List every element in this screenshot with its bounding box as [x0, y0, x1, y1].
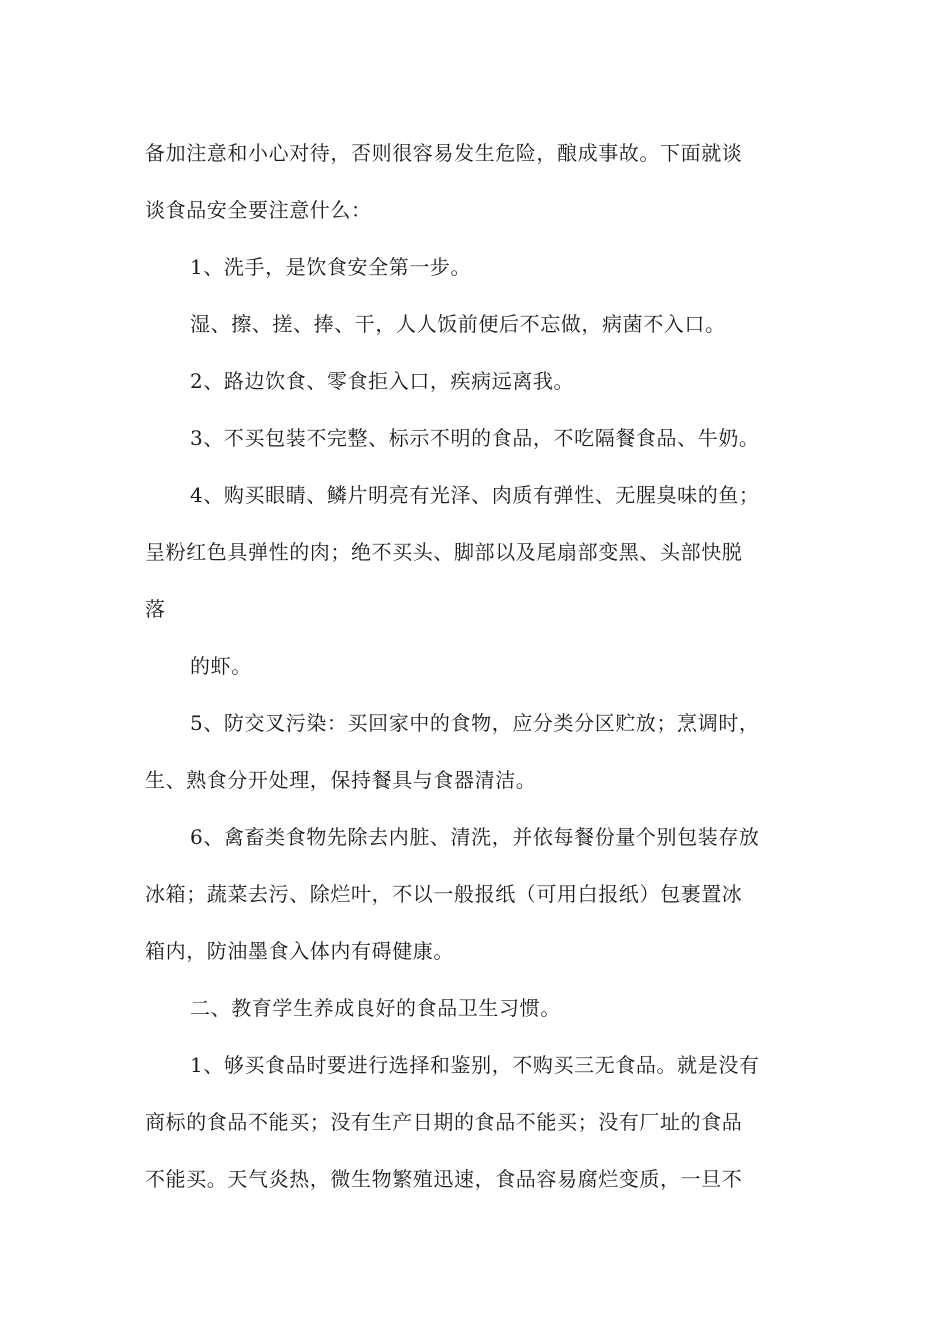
section-heading: 二、教育学生养成良好的食品卫生习惯。: [190, 996, 561, 1020]
text-line: 备加注意和小心对待，否则很容易发生危险，酿成事故。下面就谈: [145, 141, 743, 165]
text-line: 呈粉红色具弹性的肉；绝不买头、脚部以及尾扇部变黑、头部快脱: [145, 540, 743, 564]
text-line: 落: [145, 597, 166, 621]
list-item: 3、不买包装不完整、标示不明的食品，不吃隔餐食品、牛奶。: [190, 426, 760, 450]
list-item: 6、禽畜类食物先除去内脏、清洗，并依每餐份量个别包装存放: [190, 825, 760, 849]
text-line: 商标的食品不能买；没有生产日期的食品不能买；没有厂址的食品: [145, 1110, 743, 1134]
text-line: 不能买。天气炎热，微生物繁殖迅速，食品容易腐烂变质，一旦不: [145, 1167, 743, 1191]
text-line: 箱内，防油墨食入体内有碍健康。: [145, 939, 454, 963]
list-item: 2、路边饮食、零食拒入口，疾病远离我。: [190, 369, 575, 393]
list-item: 4、购买眼睛、鳞片明亮有光泽、肉质有弹性、无腥臭味的鱼；: [190, 483, 760, 507]
text-line: 生、熟食分开处理，保持餐具与食器清洁。: [145, 768, 537, 792]
list-item: 5、防交叉污染：买回家中的食物，应分类分区贮放；烹调时，: [190, 711, 760, 735]
list-item: 1、够买食品时要进行选择和鉴别，不购买三无食品。就是没有: [190, 1053, 760, 1077]
text-line: 的虾。: [190, 654, 252, 678]
text-line: 谈食品安全要注意什么：: [145, 198, 372, 222]
text-line: 冰箱；蔬菜去污、除烂叶，不以一般报纸（可用白报纸）包裹置冰: [145, 882, 743, 906]
text-line: 湿、擦、搓、捧、干，人人饭前便后不忘做，病菌不入口。: [190, 312, 726, 336]
list-item: 1、洗手，是饮食安全第一步。: [190, 255, 472, 279]
